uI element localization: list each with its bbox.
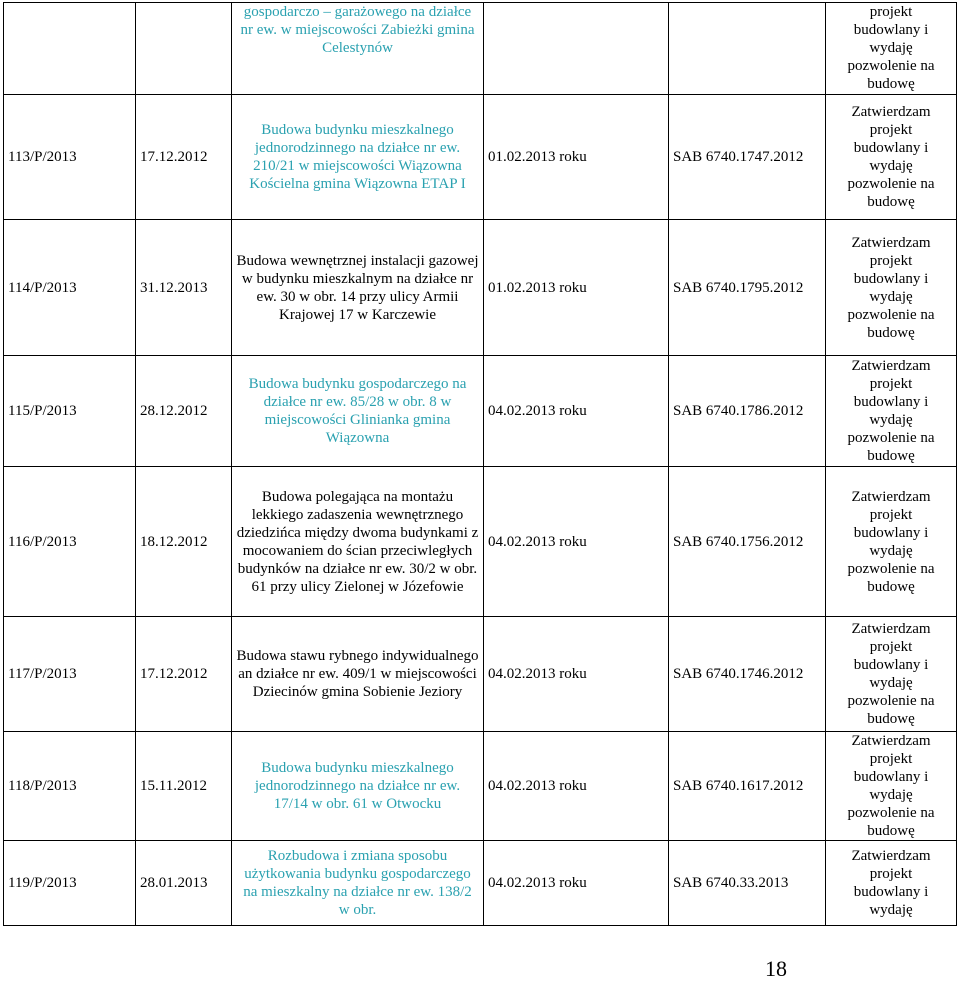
permits-table — [3, 2, 957, 926]
case-number: SAB 6740.1747.2012 — [669, 95, 826, 220]
permit-number: 117/P/2013 — [4, 617, 136, 732]
permit-number — [4, 3, 136, 95]
case-number: SAB 6740.1795.2012 — [669, 220, 826, 356]
page-number: 18 — [765, 956, 787, 981]
application-date: 17.12.2012 — [136, 95, 232, 220]
decision-text: Zatwierdzam projekt budowlany i wydaję pozwolenie na budowę — [826, 467, 957, 617]
application-date: 15.11.2012 — [136, 732, 232, 841]
received-date: 04.02.2013 roku — [484, 617, 669, 732]
received-date — [484, 3, 669, 95]
project-description: Budowa budynku gospodarczego na działce nr ew. 85/28 w obr. 8 w miejscowości Glinianka gmina Wiązowna — [232, 356, 484, 467]
received-date: 04.02.2013 roku — [484, 356, 669, 467]
decision-text: projekt budowlany i wydaję pozwolenie na budowę — [826, 3, 957, 95]
case-number: SAB 6740.1617.2012 — [669, 732, 826, 841]
permit-number: 115/P/2013 — [4, 356, 136, 467]
permit-number: 119/P/2013 — [4, 841, 136, 926]
project-description: Budowa budynku mieszkalnego jednorodzinnego na działce nr ew. 210/21 w miejscowości Wiązowna Kościelna gmina Wiązowna ETAP I — [232, 95, 484, 220]
received-date: 04.02.2013 roku — [484, 841, 669, 926]
received-date: 01.02.2013 roku — [484, 220, 669, 356]
table-row — [4, 732, 957, 841]
application-date: 31.12.2013 — [136, 220, 232, 356]
decision-text: Zatwierdzam projekt budowlany i wydaję pozwolenie na budowę — [826, 95, 957, 220]
project-description: Rozbudowa i zmiana sposobu użytkowania budynku gospodarczego na mieszkalny na działce nr ew. 138/2 w obr. — [232, 841, 484, 926]
decision-text: Zatwierdzam projekt budowlany i wydaję pozwolenie na budowę — [826, 732, 957, 841]
received-date: 04.02.2013 roku — [484, 732, 669, 841]
table-row — [4, 3, 957, 95]
case-number — [669, 3, 826, 95]
decision-text: Zatwierdzam projekt budowlany i wydaję pozwolenie na budowę — [826, 617, 957, 732]
received-date: 01.02.2013 roku — [484, 95, 669, 220]
application-date: 18.12.2012 — [136, 467, 232, 617]
case-number: SAB 6740.33.2013 — [669, 841, 826, 926]
received-date: 04.02.2013 roku — [484, 467, 669, 617]
application-date: 28.01.2013 — [136, 841, 232, 926]
project-description: Budowa budynku mieszkalnego jednorodzinnego na działce nr ew. 17/14 w obr. 61 w Otwocku — [232, 732, 484, 841]
case-number: SAB 6740.1756.2012 — [669, 467, 826, 617]
project-description: Budowa wewnętrznej instalacji gazowej w budynku mieszkalnym na działce nr ew. 30 w obr. 14 przy ulicy Armii Krajowej 17 w Karczewie — [232, 220, 484, 356]
project-description: Budowa polegająca na montażu lekkiego zadaszenia wewnętrznego dziedzińca między dwoma budynkami z mocowaniem do ścian przeciwległych budynków na działce nr ew. 30/2 w obr. 61 przy ulicy Zielonej w Józefowie — [232, 467, 484, 617]
project-description: gospodarczo – garażowego na działce nr ew. w miejscowości Zabieżki gmina Celestynów — [232, 3, 484, 95]
decision-text: Zatwierdzam projekt budowlany i wydaję pozwolenie na budowę — [826, 220, 957, 356]
permit-number: 118/P/2013 — [4, 732, 136, 841]
permit-number: 114/P/2013 — [4, 220, 136, 356]
table-row — [4, 356, 957, 467]
application-date: 17.12.2012 — [136, 617, 232, 732]
decision-text: Zatwierdzam projekt budowlany i wydaję — [826, 841, 957, 926]
table-row — [4, 467, 957, 617]
decision-text: Zatwierdzam projekt budowlany i wydaję pozwolenie na budowę — [826, 356, 957, 467]
permit-number: 113/P/2013 — [4, 95, 136, 220]
project-description: Budowa stawu rybnego indywidualnego an działce nr ew. 409/1 w miejscowości Dziecinów gmina Sobienie Jeziory — [232, 617, 484, 732]
permit-number: 116/P/2013 — [4, 467, 136, 617]
application-date — [136, 3, 232, 95]
case-number: SAB 6740.1786.2012 — [669, 356, 826, 467]
table-row — [4, 617, 957, 732]
table-row — [4, 220, 957, 356]
table-row — [4, 95, 957, 220]
case-number: SAB 6740.1746.2012 — [669, 617, 826, 732]
table-row — [4, 841, 957, 926]
application-date: 28.12.2012 — [136, 356, 232, 467]
